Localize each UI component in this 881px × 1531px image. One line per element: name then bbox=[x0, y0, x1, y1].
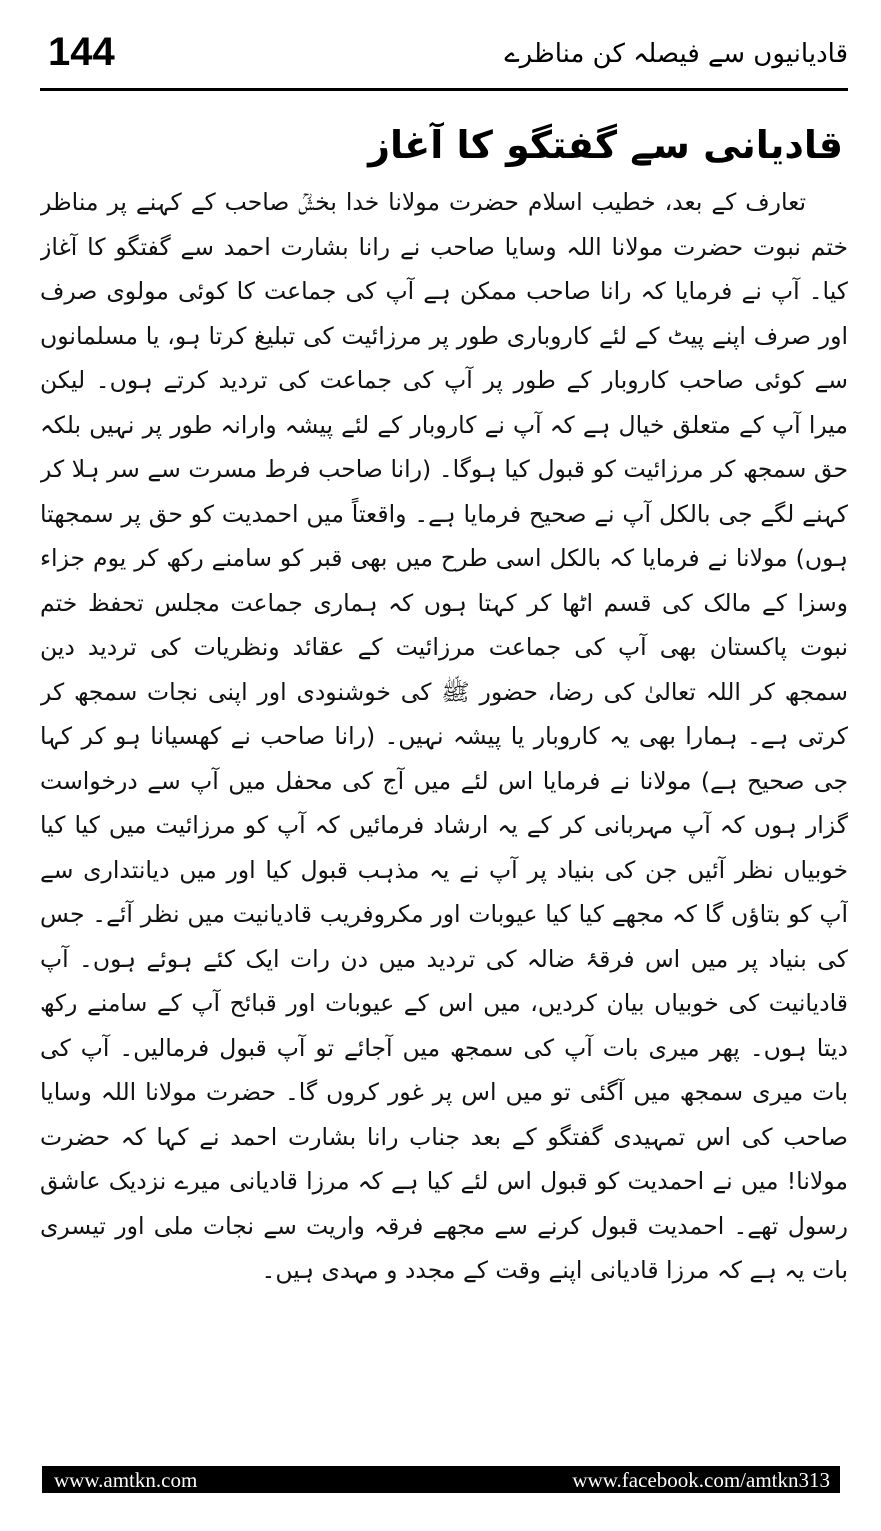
page-header bbox=[40, 22, 848, 91]
body-paragraph: تعارف کے بعد، خطیب اسلام حضرت مولانا خدا بخشؒ صاحب کے کہنے پر مناظر ختم نبوت حضرت مولانا اللہ وسایا صاحب نے رانا بشارت احمد سے گفتگو کا آغاز کیا۔ آپ نے فرمایا کہ رانا صاحب ممکن ہے آپ کی جماعت کا کوئی مولوی صرف اور صرف اپنے پیٹ کے لئے کاروباری طور پر مرزائیت کی تبلیغ کرتا ہو، یا مسلمانوں سے کوئی صاحب کاروبار کے طور پر آپ کی جماعت کی تردید کرتے ہوں۔ لیکن میرا آپ کے متعلق خیال ہے کہ آپ نے کاروبار کے لئے پیشہ وارانہ طور پر نہیں بلکہ حق سمجھ کر مرزائیت کو قبول کیا ہوگا۔ (رانا صاحب فرط مسرت سے سر ہلا کر کہنے لگے جی بالکل آپ نے صحیح فرمایا ہے۔ واقعتاً میں احمدیت کو حق پر سمجھتا ہوں) مولانا نے فرمایا کہ بالکل اسی طرح میں بھی قبر کو سامنے رکھ کر یوم جزاء وسزا کے مالک کی قسم اٹھا کر کہتا ہوں کہ ہماری جماعت مجلس تحفظ ختم نبوت پاکستان بھی آپ کی جماعت مرزائیت کے عقائد ونظریات کی تردید دین سمجھ کر اللہ تعالیٰ کی رضا، حضور ﷺ کی خوشنودی اور اپنی نجات سمجھ کر کرتی ہے۔ ہمارا بھی یہ کاروبار یا پیشہ نہیں۔ (رانا صاحب نے کھسیانا ہو کر کہا جی صحیح ہے) مولانا نے فرمایا اس لئے میں آج کی محفل میں آپ سے درخواست گزار ہوں کہ آپ مہربانی کر کے یہ ارشاد فرمائیں کہ آپ کو مرزائیت میں کیا کیا خوبیاں نظر آئیں جن کی بنیاد پر آپ نے یہ مذہب قبول کیا اور میں دیانتداری سے آپ کو بتاؤں گا کہ مجھے کیا کیا عیوبات اور مکروفریب قادیانیت میں نظر آئے۔ جس کی بنیاد پر میں اس فرقۂ ضالہ کی تردید میں دن رات ایک کئے ہوئے ہوں۔ آپ قادیانیت کی خوبیاں بیان کردیں، میں اس کے عیوبات اور قبائح آپ کے سامنے رکھ دیتا ہوں۔ پھر میری بات آپ کی سمجھ میں آجائے تو آپ قبول فرمالیں۔ آپ کی بات میری سمجھ میں آگئی تو میں اس پر غور کروں گا۔ حضرت مولانا اللہ وسایا صاحب کی اس تمہیدی گفتگو کے بعد جناب رانا بشارت احمد نے کہا کہ حضرت مولانا! میں نے احمدیت کو قبول اس لئے کیا ہے کہ مرزا قادیانی میرے نزدیک عاشق رسول تھے۔ احمدیت قبول کرنے سے مجھے فرقہ واریت سے نجات ملی اور تیسری بات یہ ہے کہ مرزا قادیانی اپنے وقت کے مجدد و مہدی ہیں۔ bbox=[40, 188, 848, 1284]
body-text bbox=[40, 180, 848, 1350]
website-link[interactable]: www.amtkn.com bbox=[54, 1468, 198, 1492]
running-title: قادیانیوں سے فیصلہ کن مناظرے bbox=[504, 39, 848, 69]
chapter-title: قادیانی سے گفتگو کا آغاز bbox=[368, 123, 843, 167]
facebook-link[interactable]: www.facebook.com/amtkn313 bbox=[572, 1468, 830, 1492]
footer-bar bbox=[42, 1466, 840, 1493]
page-number: 144 bbox=[48, 30, 115, 74]
